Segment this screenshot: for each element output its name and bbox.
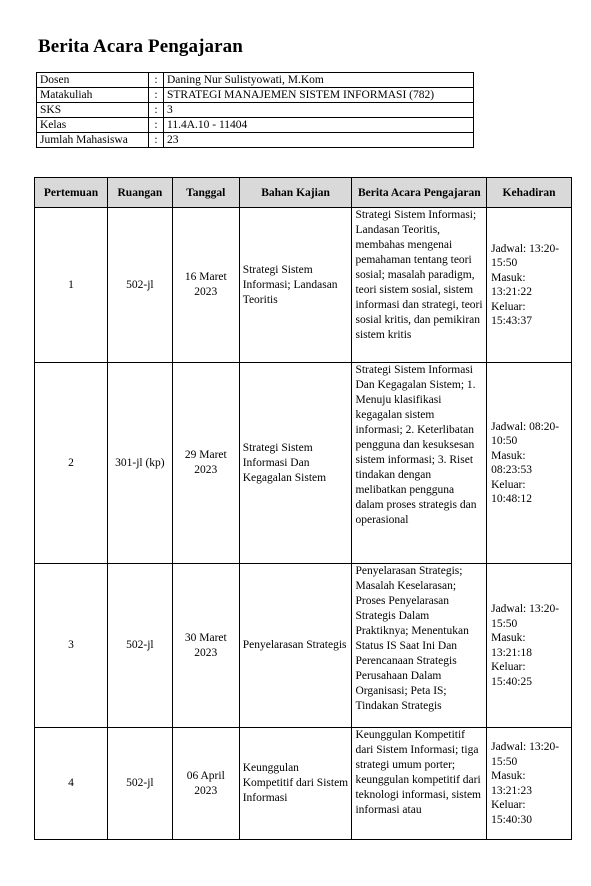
jadwal-text: Jadwal: 13:20-15:50 xyxy=(491,242,560,269)
bahan-kajian-cell: Keunggulan Kompetitif dari Sistem Informasi xyxy=(239,728,352,840)
table-row xyxy=(35,208,572,363)
info-value: STRATEGI MANAJEMEN SISTEM INFORMASI (782) xyxy=(164,88,474,103)
info-label: SKS xyxy=(37,103,149,118)
berita-acara-cell: Penyelarasan Strategis; Masalah Keselarasan; Proses Penyelarasan Strategis Dalam Praktiknya; Menentukan Status IS Saat Ini Dan Perencanaan Strategis Perusahaan Dalam Organisasi; Peta IS; Tindakan Strategis xyxy=(352,564,487,728)
table-row xyxy=(35,363,572,564)
berita-acara-cell: Keunggulan Kompetitif dari Sistem Informasi; tiga strategi umum porter; keunggulan kompetitif dari teknologi informasi, sistem informasi atau xyxy=(352,728,487,840)
info-value: 3 xyxy=(164,103,474,118)
ruangan-cell: 301-jl (kp) xyxy=(107,363,172,564)
info-label: Matakuliah xyxy=(37,88,149,103)
pertemuan-cell: 3 xyxy=(35,564,108,728)
ruangan-cell: 502-jl xyxy=(107,564,172,728)
masuk-text: Masuk: 13:21:22 xyxy=(491,271,532,298)
kehadiran-cell xyxy=(487,363,572,564)
keluar-text: Keluar: 15:43:37 xyxy=(491,300,532,327)
keluar-text: Keluar: 15:40:25 xyxy=(491,661,532,688)
info-label: Dosen xyxy=(37,73,149,88)
kehadiran-cell xyxy=(487,564,572,728)
info-label: Jumlah Mahasiswa xyxy=(37,133,149,148)
info-row-jumlah-mahasiswa xyxy=(37,133,474,148)
info-value: 23 xyxy=(164,133,474,148)
ruangan-cell: 502-jl xyxy=(107,208,172,363)
masuk-text: Masuk: 08:23:53 xyxy=(491,449,532,476)
keluar-text: Keluar: 10:48:12 xyxy=(491,478,532,505)
header-berita-acara: Berita Acara Pengajaran xyxy=(352,178,487,208)
pertemuan-cell: 2 xyxy=(35,363,108,564)
course-info-table xyxy=(36,72,474,148)
info-row-dosen xyxy=(37,73,474,88)
bahan-kajian-cell: Penyelarasan Strategis xyxy=(239,564,352,728)
table-row xyxy=(35,728,572,840)
masuk-text: Masuk: 13:21:23 xyxy=(491,770,532,797)
info-value: 11.4A.10 - 11404 xyxy=(164,118,474,133)
header-tanggal: Tanggal xyxy=(172,178,239,208)
info-separator: : xyxy=(149,73,164,88)
header-bahan-kajian: Bahan Kajian xyxy=(239,178,352,208)
table-row xyxy=(35,564,572,728)
jadwal-text: Jadwal: 13:20-15:50 xyxy=(491,741,560,768)
tanggal-cell: 29 Maret 2023 xyxy=(172,363,239,564)
header-kehadiran: Kehadiran xyxy=(487,178,572,208)
header-ruangan: Ruangan xyxy=(107,178,172,208)
berita-acara-cell: Strategi Sistem Informasi Dan Kegagalan Sistem; 1. Menuju klasifikasi kegagalan sistem informasi; 2. Keterlibatan pengguna dan kesuksesan sistem informasi; 3. Riset tindakan dengan melibatkan pengguna dalam proses strategis dan operasional xyxy=(352,363,487,564)
info-row-matakuliah xyxy=(37,88,474,103)
bahan-kajian-cell: Strategi Sistem Informasi Dan Kegagalan Sistem xyxy=(239,363,352,564)
tanggal-cell: 06 April 2023 xyxy=(172,728,239,840)
info-label: Kelas xyxy=(37,118,149,133)
info-separator: : xyxy=(149,88,164,103)
masuk-text: Masuk: 13:21:18 xyxy=(491,632,532,659)
info-value: Daning Nur Sulistyowati, M.Kom xyxy=(164,73,474,88)
kehadiran-cell xyxy=(487,728,572,840)
page-title: Berita Acara Pengajaran xyxy=(38,36,243,57)
kehadiran-cell xyxy=(487,208,572,363)
info-separator: : xyxy=(149,118,164,133)
bahan-kajian-cell: Strategi Sistem Informasi; Landasan Teoritis xyxy=(239,208,352,363)
table-header-row xyxy=(35,178,572,208)
jadwal-text: Jadwal: 08:20-10:50 xyxy=(491,420,560,447)
info-separator: : xyxy=(149,103,164,118)
tanggal-cell: 30 Maret 2023 xyxy=(172,564,239,728)
header-pertemuan: Pertemuan xyxy=(35,178,108,208)
info-row-kelas xyxy=(37,118,474,133)
berita-acara-cell: Strategi Sistem Informasi; Landasan Teoritis, membahas mengenai pemahaman tentang teori sosial; masalah paradigm, teori sistem sosial, sistem informasi dan strategi, teori sosial kritis, dan pemikiran sistem kritis xyxy=(352,208,487,363)
tanggal-cell: 16 Maret 2023 xyxy=(172,208,239,363)
ruangan-cell: 502-jl xyxy=(107,728,172,840)
keluar-text: Keluar: 15:40:30 xyxy=(491,799,532,826)
info-row-sks xyxy=(37,103,474,118)
pertemuan-cell: 1 xyxy=(35,208,108,363)
teaching-log-table xyxy=(34,177,572,840)
info-separator: : xyxy=(149,133,164,148)
pertemuan-cell: 4 xyxy=(35,728,108,840)
jadwal-text: Jadwal: 13:20-15:50 xyxy=(491,603,560,630)
